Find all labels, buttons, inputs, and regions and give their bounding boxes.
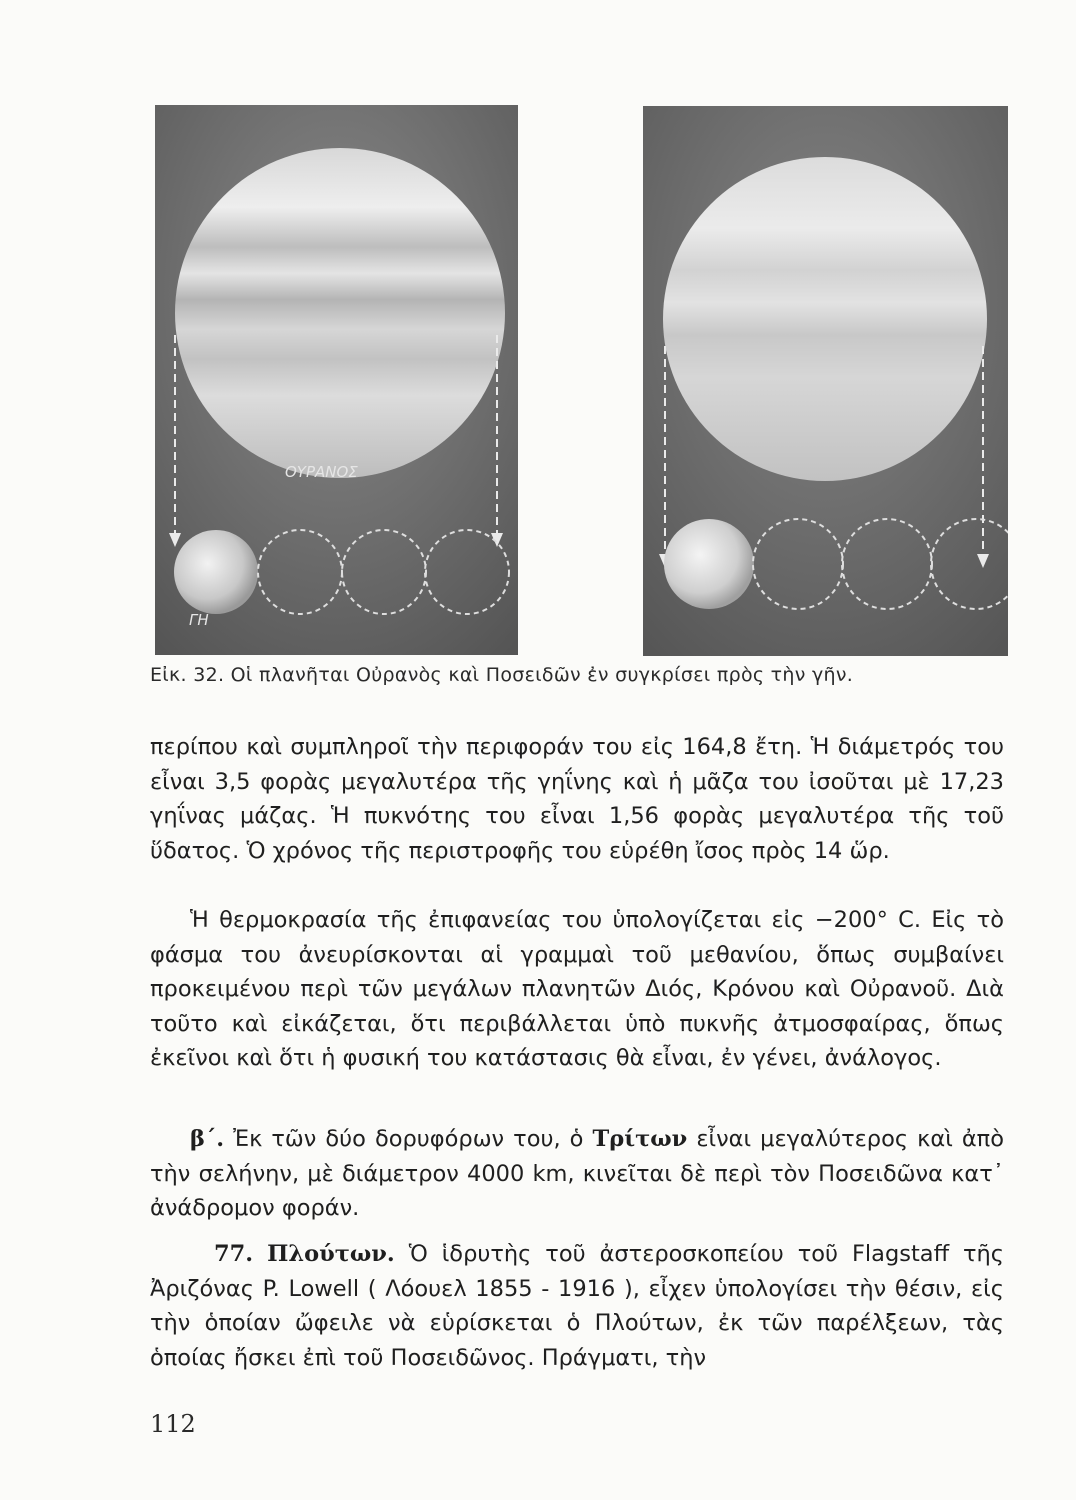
figure-caption: Εἰκ. 32. Οἱ πλανῆται Οὐρανὸς καὶ Ποσειδῶν ἐν συγκρίσει πρὸς τὴν γῆν. — [150, 664, 854, 686]
section-title: Πλούτων. — [267, 1241, 395, 1267]
paragraph-uranus-orbit: περίπου καὶ συμπληροῖ τὴν περιφοράν του εἰς 164,8 ἔτη. Ἡ διάμετρός του εἶναι 3,5 φορὰς μεγαλυτέρα τῆς γηΐνης καὶ ἡ μᾶζα του ἰσοῦται μὲ 17,23 γηΐνας μάζας. Ἡ πυκνότης του εἶναι 1,56 φορὰς μεγαλυτέρα τῆς τοῦ ὕδατος. Ὁ χρόνος τῆς περιστροφῆς του εὑρέθη ἴσος πρὸς 14 ὥρ. — [150, 734, 1004, 864]
paragraph-satellites — [150, 1122, 1004, 1226]
satellites-text-after: εἶναι μεγαλύτερος καὶ ἀπὸ τὴν σελήνην, μὲ διάμετρον 4000 km, κινεῖται δὲ περὶ τὸν Ποσειδῶνα κατ᾽ ἀνάδρομον φοράν. — [150, 1126, 1004, 1222]
paragraph-temperature: Ἡ θερμοκρασία τῆς ἐπιφανείας του ὑπολογίζεται εἰς −200° C. Εἰς τὸ φάσμα του ἀνευρίσκονται αἱ γραμμαὶ τοῦ μεθανίου, ὅπως συμβαίνει προκειμένου περὶ τῶν μεγάλων πλανητῶν Διός, Κρόνου καὶ Οὐρανοῦ. Διὰ τοῦτο καὶ εἰκάζεται, ὅτι περιβάλλεται ὑπὸ πυκνῆς ἀτμοσφαίρας, ὅπως ἐκεῖνοι καὶ ὅτι ἡ φυσική του κατάστασις θὰ εἶναι, ἐν γένει, ἀνάλογος. — [150, 907, 1004, 1072]
earth-disk-right — [664, 519, 754, 609]
neptune-comparison-image — [643, 106, 1008, 656]
earth-disk — [174, 530, 258, 614]
earth-label: ΓΗ — [189, 611, 209, 629]
uranus-disk — [175, 148, 505, 478]
page-number: 112 — [150, 1410, 196, 1438]
satellites-text-before: Ἐκ τῶν δύο δορυφόρων του, ὁ — [233, 1126, 584, 1152]
satellites-marker: β΄. — [190, 1126, 225, 1152]
section-pluto — [150, 1237, 1004, 1375]
uranus-illustration — [155, 105, 518, 655]
neptune-disk — [663, 157, 987, 481]
section-text: Ὁ ἱδρυτὴς τοῦ ἀστεροσκοπείου τοῦ Flagstaff τῆς Ἀριζόνας P. Lowell ( Λόουελ 1855 - 1916 ), εἶχεν ὑπολογίσει τὴν θέσιν, εἰς τὴν ὁποίαν ὤφειλε νὰ εὑρίσκεται ὁ Πλούτων, ἐκ τῶν παρέλξεων, τὰς ὁποίας ἤσκει ἐπὶ τοῦ Ποσειδῶνος. Πράγματι, τὴν — [150, 1241, 1005, 1371]
uranus-label: ΟΥΡΑΝΟΣ — [285, 463, 358, 481]
neptune-illustration — [643, 106, 1008, 656]
uranus-comparison-image — [155, 105, 518, 655]
section-number: 77. — [214, 1241, 254, 1267]
triton-name: Τρίτων — [592, 1126, 688, 1152]
